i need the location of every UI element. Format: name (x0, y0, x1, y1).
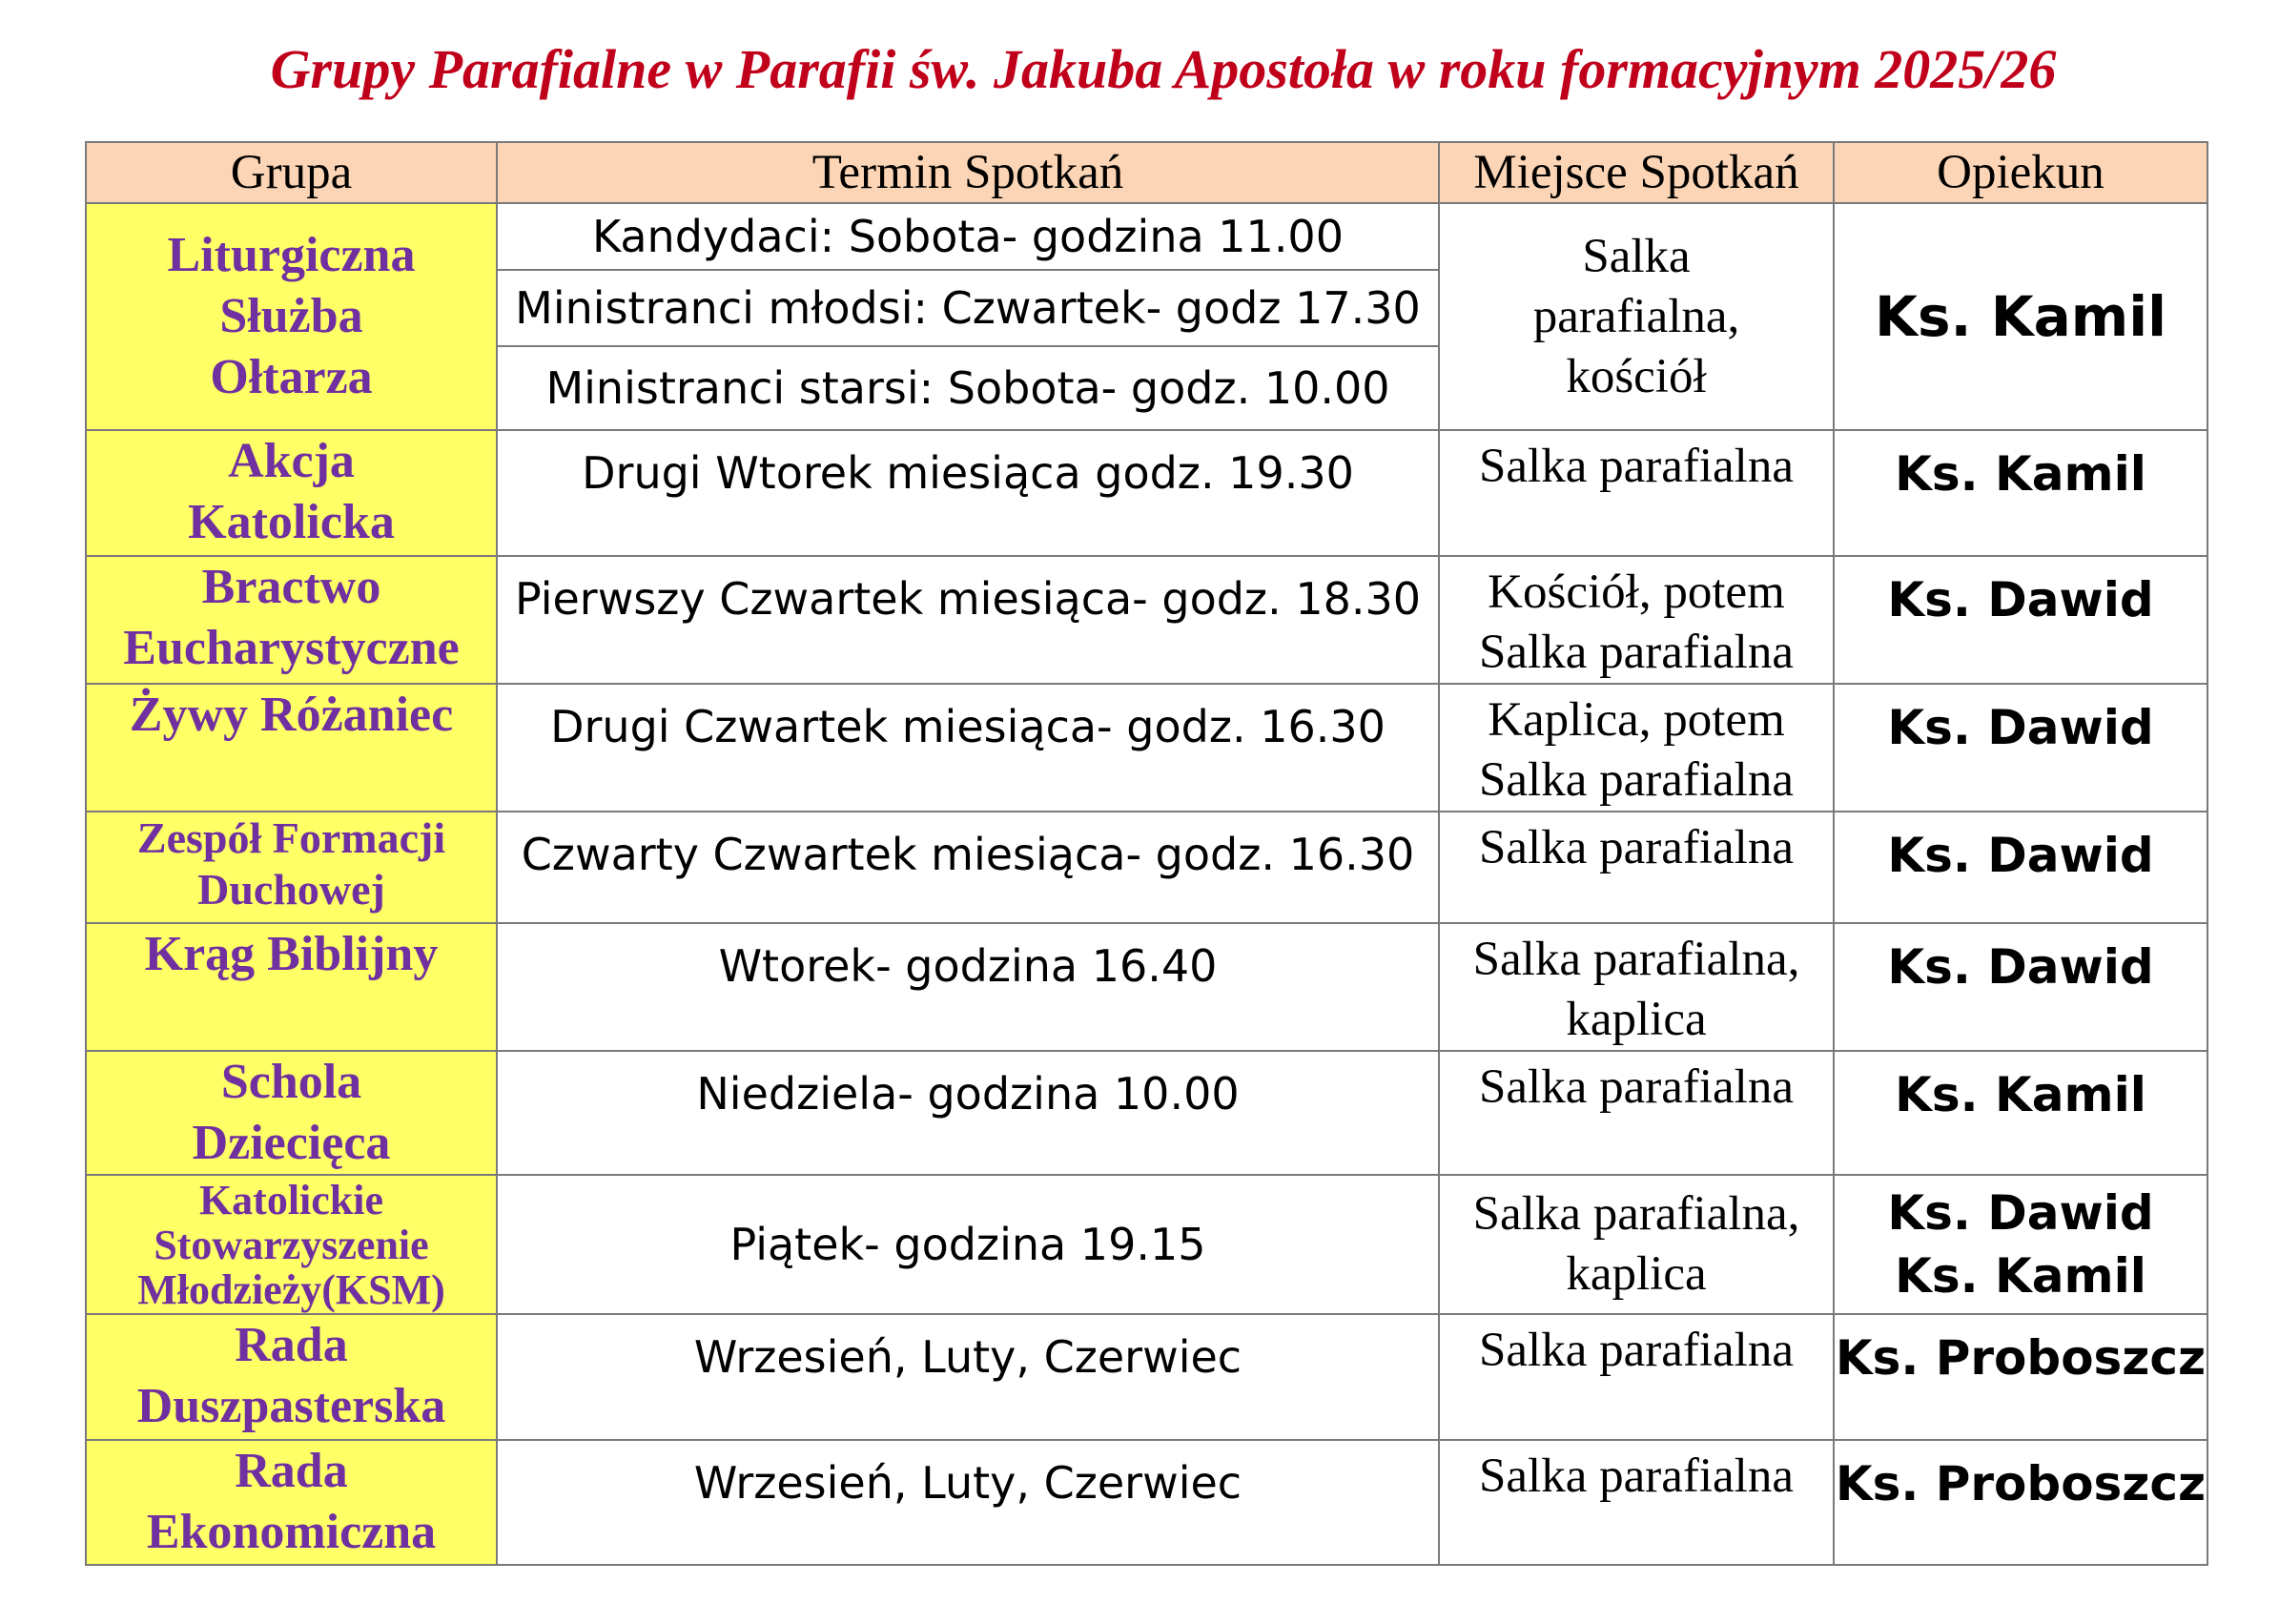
group-cell (86, 430, 497, 556)
table-row-liturgical (86, 203, 2207, 270)
group-line: Dziecięca (192, 1116, 391, 1170)
guardian-name: Ks. Kamil (1895, 446, 2146, 502)
guardian-name: Ks. Kamil (1895, 1248, 2146, 1304)
place-cell (1439, 684, 1834, 812)
table-row (86, 812, 2207, 923)
guardian-cell (1834, 812, 2207, 923)
table-row (86, 1051, 2207, 1175)
guardian-name: Ks. Proboszcz (1835, 1456, 2207, 1511)
table-row (86, 1440, 2207, 1565)
place-line: Salka parafialna (1479, 1060, 1794, 1114)
table-row (86, 923, 2207, 1051)
place-line: Salka (1582, 229, 1691, 283)
group-line: Krąg Biblijny (144, 927, 439, 981)
table-row (86, 556, 2207, 684)
group-cell-liturgical (86, 203, 497, 430)
header-place: Miejsce Spotkań (1439, 142, 1834, 203)
term-cell: Drugi Wtorek miesiąca godz. 19.30 (497, 430, 1439, 556)
group-cell (86, 1440, 497, 1565)
table-row (86, 684, 2207, 812)
place-cell (1439, 1314, 1834, 1440)
groups-table (85, 141, 2208, 1566)
guardian-cell (1834, 1314, 2207, 1440)
group-line: Liturgiczna (167, 228, 416, 282)
place-line: Salka parafialna (1479, 626, 1794, 679)
place-line: Salka parafialna (1479, 753, 1794, 807)
group-cell (86, 1175, 497, 1314)
header-group: Grupa (86, 142, 497, 203)
place-cell (1439, 1440, 1834, 1565)
place-line: Salka parafialna (1479, 1324, 1794, 1377)
place-line: parafialna, (1532, 289, 1740, 343)
term-cell: Czwarty Czwartek miesiąca- godz. 16.30 (497, 812, 1439, 923)
term-cell: Drugi Czwartek miesiąca- godz. 16.30 (497, 684, 1439, 812)
term-cell: Niedziela- godzina 10.00 (497, 1051, 1439, 1175)
table-row (86, 1175, 2207, 1314)
place-line: Kaplica, potem (1488, 693, 1785, 747)
group-line: Rada (235, 1444, 348, 1498)
place-cell-liturgical (1439, 203, 1834, 430)
group-cell (86, 556, 497, 684)
page-title: Grupy Parafialne w Parafii św. Jakuba Apostoła w roku formacyjnym 2025/26 (270, 38, 2057, 100)
term-cell: Wrzesień, Luty, Czerwiec (497, 1440, 1439, 1565)
group-line: Ekonomiczna (146, 1505, 437, 1559)
place-cell (1439, 923, 1834, 1051)
guardian-name: Ks. Proboszcz (1835, 1330, 2207, 1386)
header-term: Termin Spotkań (497, 142, 1439, 203)
group-line: Katolickie (198, 1176, 384, 1223)
group-line: Stowarzyszenie (154, 1221, 429, 1268)
term-cell: Wtorek- godzina 16.40 (497, 923, 1439, 1051)
guardian-name: Ks. Dawid (1887, 828, 2154, 883)
group-line: Rada (235, 1318, 348, 1372)
term-cell: Ministranci starsi: Sobota- godz. 10.00 (497, 346, 1439, 430)
guardian-cell (1834, 923, 2207, 1051)
place-line: Kościół, potem (1488, 565, 1785, 619)
table-row (86, 1314, 2207, 1440)
guardian-cell (1834, 1440, 2207, 1565)
guardian-cell (1834, 1051, 2207, 1175)
group-line: Zespół Formacji (136, 813, 446, 862)
guardian-cell (1834, 684, 2207, 812)
place-line: Salka parafialna (1479, 440, 1794, 493)
group-cell (86, 1314, 497, 1440)
group-line: Bractwo (201, 560, 381, 614)
place-cell (1439, 1051, 1834, 1175)
term-cell: Pierwszy Czwartek miesiąca- godz. 18.30 (497, 556, 1439, 684)
guardian-name: Ks. Kamil (1895, 1067, 2146, 1122)
place-line: kościół (1566, 349, 1707, 403)
term-cell: Wrzesień, Luty, Czerwiec (497, 1314, 1439, 1440)
term-cell: Ministranci młodsi: Czwartek- godz 17.30 (497, 270, 1439, 346)
term-cell: Kandydaci: Sobota- godzina 11.00 (497, 203, 1439, 270)
place-cell (1439, 1175, 1834, 1314)
guardian-cell (1834, 1175, 2207, 1314)
place-cell (1439, 430, 1834, 556)
guardian-cell (1834, 430, 2207, 556)
guardian-cell-liturgical: Ks. Kamil (1834, 203, 2207, 430)
group-line: Ołtarza (210, 350, 373, 404)
group-line: Eucharystyczne (123, 621, 460, 675)
group-line: Schola (220, 1055, 362, 1109)
guardian-name: Ks. Dawid (1887, 1185, 2154, 1241)
group-line: Duszpasterska (136, 1379, 446, 1433)
group-cell (86, 923, 497, 1051)
guardian-name: Ks. Dawid (1887, 939, 2154, 995)
group-line: Żywy Różaniec (129, 688, 454, 742)
guardian-name: Ks. Dawid (1887, 700, 2154, 755)
group-cell (86, 1051, 497, 1175)
group-cell (86, 684, 497, 812)
header-guardian: Opiekun (1834, 142, 2207, 203)
group-line: Akcja (228, 434, 355, 488)
place-cell (1439, 556, 1834, 684)
guardian-name: Ks. Dawid (1887, 572, 2154, 627)
group-cell (86, 812, 497, 923)
group-line: Młodzieży(KSM) (137, 1265, 445, 1313)
table-row (86, 430, 2207, 556)
place-cell (1439, 812, 1834, 923)
place-line: kaplica (1566, 1247, 1707, 1301)
header-row (86, 142, 2207, 203)
term-cell: Piątek- godzina 19.15 (497, 1175, 1439, 1314)
group-line: Katolicka (188, 495, 395, 549)
place-line: Salka parafialna (1479, 1449, 1794, 1503)
group-line: Służba (219, 289, 363, 343)
place-line: Salka parafialna, (1472, 933, 1800, 986)
guardian-cell (1834, 556, 2207, 684)
place-line: Salka parafialna (1479, 821, 1794, 874)
group-line: Duchowej (197, 865, 385, 914)
place-line: Salka parafialna, (1472, 1187, 1800, 1241)
place-line: kaplica (1566, 993, 1707, 1046)
